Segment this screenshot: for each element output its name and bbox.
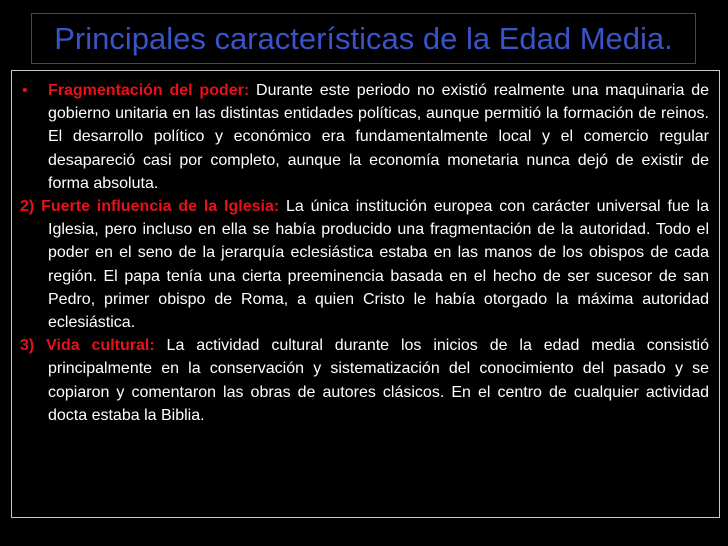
title-box [31,13,696,64]
section-heading: 3) Vida cultural: [20,337,155,355]
section-fragmentacion [20,79,709,195]
section-text: La actividad cultural durante los inicios de la edad media consistió principalmente en la conservación y sistematización del conocimiento del pasado y se copiaron y comentaron las obras de autores clásicos. En el centro de cualquier actividad docta estaba la Biblia. [48,337,709,424]
section-heading: Fragmentación del poder: [48,82,250,99]
section-heading: 2) Fuerte influencia de la Iglesia: [20,198,280,216]
section-text: La única institución europea con carácter universal fue la Iglesia, pero incluso en ella se había producido una fragmentación de la autoridad. Todo el poder en el seno de la jerarquía eclesiástica estaba en las manos de los obispos de cada región. El papa tenía una cierta preeminencia basada en el hecho de ser sucesor de san Pedro, primer obispo de Roma, a quien Cristo le había otorgado la máxima autoridad eclesiástica. [48,198,709,332]
bullet-marker: • [22,82,28,99]
content-box [11,70,720,518]
section-iglesia [20,195,709,334]
slide-title: Principales características de la Edad Media. [54,20,673,56]
section-vida-cultural [20,334,709,427]
section-text: Durante este periodo no existió realmente una maquinaria de gobierno unitaria en las distintas entidades políticas, aunque permitió la formación de reinos. El desarrollo político y económico era fundamentalmente local y el comercio regular desapareció casi por completo, aunque la economía monetaria nunca dejó de existir de forma absoluta. [48,82,709,192]
